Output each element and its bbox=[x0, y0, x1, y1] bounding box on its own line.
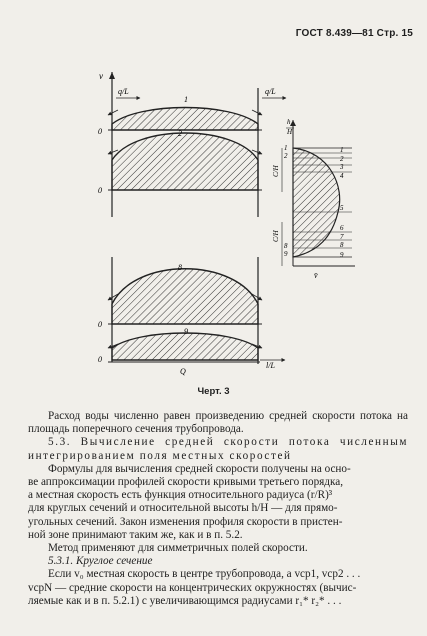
svg-text:h: h bbox=[287, 118, 291, 126]
svg-text:4: 4 bbox=[340, 172, 344, 180]
body-text bbox=[28, 410, 408, 608]
svg-text:2: 2 bbox=[178, 129, 182, 138]
svg-text:C/H: C/H bbox=[272, 230, 280, 242]
label-lL: l/L bbox=[266, 361, 275, 370]
paragraph-3: Формулы для вычисления средней скорости получены на осно- ве аппроксимации профилей скорости кривыми третьего порядка, а местная скорость есть функция относительного радиуса (r/R)³ для круглых сечений и относительной высоты h/H — для прямо- угольных сечений. Закон изменения профиля скорости в пристен- ной зоне принимают таким же, как и в п. 5.2. bbox=[28, 462, 351, 541]
svg-text:C/H: C/H bbox=[272, 165, 280, 177]
page-header: ГОСТ 8.439—81 Стр. 15 bbox=[295, 28, 413, 39]
velocity-profile-diagram bbox=[272, 118, 355, 280]
paragraph-6: Если v₀ местная скорость в центре трубопровода, а vср1, vср2 . . . vсрN — средние скорости на концентрических окружностях (вычис- ляемые как и в п. 5.2.1) с увеличивающимся радиусами r₁* r₂* . . . bbox=[28, 568, 361, 607]
svg-text:3: 3 bbox=[340, 163, 344, 171]
svg-text:8: 8 bbox=[340, 241, 344, 249]
paragraph-4: Метод применяют для симметричных полей скорости. bbox=[48, 542, 308, 555]
svg-text:0: 0 bbox=[98, 355, 102, 364]
label-qL-right: q/L bbox=[265, 87, 276, 96]
svg-text:1: 1 bbox=[284, 144, 288, 152]
profile-8 bbox=[112, 269, 258, 324]
profile-1 bbox=[112, 108, 258, 131]
svg-text:7: 7 bbox=[340, 233, 344, 241]
figure-velocity-profiles bbox=[0, 52, 427, 382]
svg-text:1: 1 bbox=[340, 146, 344, 154]
svg-text:9: 9 bbox=[184, 327, 188, 336]
svg-text:8: 8 bbox=[178, 263, 182, 272]
svg-text:0: 0 bbox=[98, 127, 102, 136]
label-Q: Q bbox=[180, 367, 186, 376]
paragraph-1: Расход воды численно равен произведению средней скорости потока на площадь поперечного сечения трубопровода. bbox=[28, 410, 408, 436]
svg-text:v̄: v̄ bbox=[314, 271, 318, 280]
subsection-heading: 5.3.1. Круглое сечение bbox=[48, 555, 153, 568]
section-heading: 5.3. Вычисление средней скорости потока численным интегрированием поля местных скоростей bbox=[28, 436, 408, 462]
label-v: v bbox=[99, 71, 103, 81]
svg-text:0: 0 bbox=[98, 186, 102, 195]
svg-text:2: 2 bbox=[340, 155, 344, 163]
svg-text:2: 2 bbox=[284, 152, 288, 160]
svg-text:9: 9 bbox=[340, 251, 344, 259]
svg-text:9: 9 bbox=[284, 250, 288, 258]
svg-text:0: 0 bbox=[98, 320, 102, 329]
label-qL-left: q/L bbox=[118, 87, 129, 96]
svg-text:1: 1 bbox=[184, 95, 188, 104]
svg-text:H: H bbox=[287, 128, 293, 136]
svg-text:5: 5 bbox=[340, 204, 344, 212]
profile-9 bbox=[112, 333, 258, 360]
svg-text:8: 8 bbox=[284, 242, 288, 250]
profile-2 bbox=[112, 133, 258, 190]
svg-text:6: 6 bbox=[340, 224, 344, 232]
figure-caption: Черт. 3 bbox=[197, 386, 230, 397]
